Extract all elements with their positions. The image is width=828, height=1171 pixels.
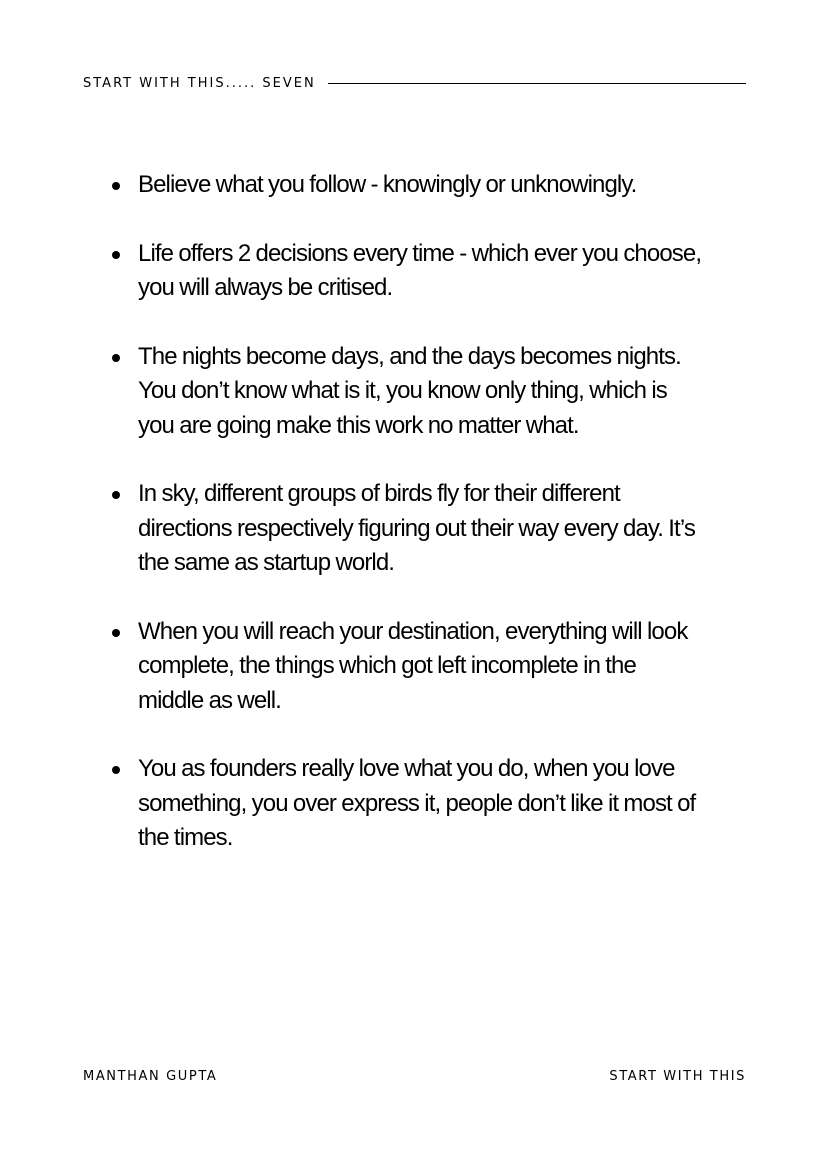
bullet-dot-icon xyxy=(112,182,120,190)
header-title: START WITH THIS..... SEVEN xyxy=(83,75,316,91)
bullet-dot-icon xyxy=(112,354,120,362)
bullet-text: In sky, different groups of birds fly for their different directions respectively figuring out their way every day. It’s the same as startup world. xyxy=(138,480,695,576)
bullet-dot-icon xyxy=(112,491,120,499)
list-item xyxy=(112,752,702,856)
bullet-dot-icon xyxy=(112,251,120,259)
bullet-text: When you will reach your destination, everything will look complete, the things which got left incomplete in the middle as well. xyxy=(138,617,688,714)
footer-author: MANTHAN GUPTA xyxy=(83,1069,218,1084)
list-item xyxy=(112,477,702,581)
bullet-dot-icon xyxy=(112,629,120,637)
list-item xyxy=(112,237,702,306)
list-item xyxy=(112,168,702,203)
header-divider xyxy=(328,83,746,84)
bullet-text: Life offers 2 decisions every time - which ever you choose, you will always be critised. xyxy=(138,239,702,301)
bullet-text: The nights become days, and the days becomes nights. You don’t know what is it, you know only thing, which is you are going make this work no matter what. xyxy=(138,342,681,439)
bullet-dot-icon xyxy=(112,766,120,774)
bullet-text: You as founders really love what you do, when you love something, you over express it, people don’t like it most of the times. xyxy=(138,755,696,851)
page-header xyxy=(83,72,746,94)
list-item xyxy=(112,340,702,444)
bullet-text: Believe what you follow - knowingly or unknowingly. xyxy=(138,171,637,198)
bullet-list xyxy=(112,168,702,890)
footer-book-title: START WITH THIS xyxy=(609,1069,746,1084)
list-item xyxy=(112,615,702,719)
